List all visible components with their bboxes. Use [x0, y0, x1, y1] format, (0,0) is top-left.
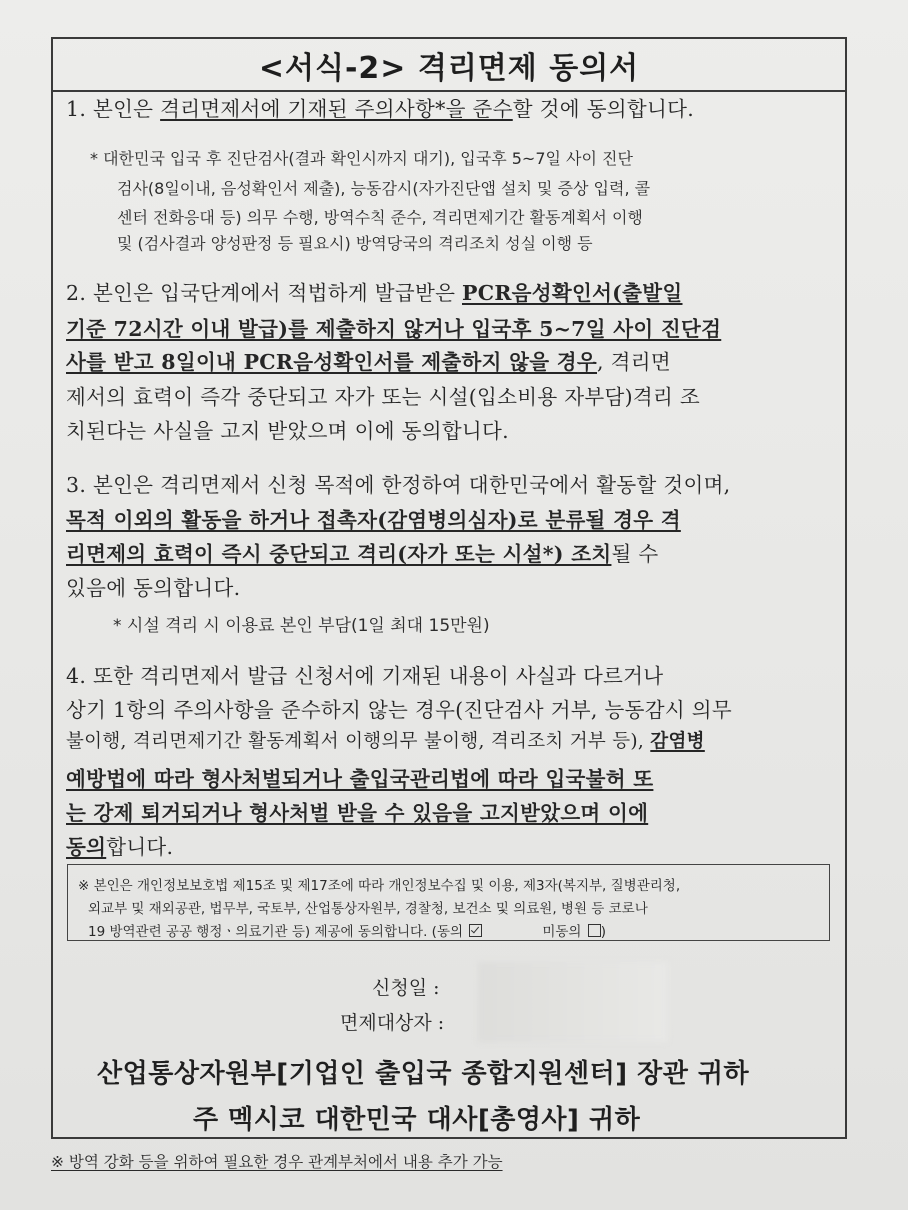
item-2-pcr-underlined: PCR음성확인서(출발일 — [462, 281, 683, 305]
no-consent-checkbox[interactable] — [588, 924, 601, 937]
item-2-line-4: 제서의 효력이 즉각 중단되고 자가 또는 시설(입소비용 자부담)격리 조 — [66, 385, 701, 409]
recipient-line-2: 주 멕시코 대한민국 대사[총영사] 귀하 — [193, 1105, 641, 1135]
item-4-underlined-end: 동의 — [66, 835, 107, 859]
application-date-label: 신청일 : — [372, 977, 440, 999]
item-1-text-end: 할 것에 동의합니다. — [512, 97, 695, 121]
redacted-area — [478, 962, 668, 1042]
item-2-line-2: 기준 72시간 이내 발급)를 제출하지 않거나 입국후 5~7일 사이 진단검 — [66, 317, 722, 341]
item-2-line-5: 치된다는 사실을 고지 받았으며 이에 동의합니다. — [66, 419, 509, 443]
consent-checkbox[interactable] — [469, 924, 482, 937]
exempt-person-label: 면제대상자 : — [340, 1012, 445, 1034]
item-4-text-end: 합니다. — [106, 835, 174, 859]
item-4-line-5: 는 강제 퇴거되거나 형사처벌 받을 수 있음을 고지받았으며 이에 — [66, 801, 649, 825]
item-1-note-line-3: 센터 전화응대 등) 의무 수행, 방역수칙 준수, 격리면제기간 활동계획서 이행 — [117, 208, 643, 227]
item-3-underlined: 리면제의 효력이 즉시 중단되고 격리(자가 또는 시설*) 조치 — [66, 542, 612, 566]
item-2-text-after: , 격리면 — [597, 350, 671, 374]
item-3-note: * 시설 격리 시 이용료 본인 부담(1일 최대 15만원) — [113, 616, 490, 636]
item-4-line-1: 4. 또한 격리면제서 발급 신청서에 기재된 내용이 사실과 다르거나 — [66, 664, 664, 688]
form-title: <서식-2> 격리면제 동의서 — [53, 39, 845, 92]
item-4-line-2: 상기 1항의 주의사항을 준수하지 않는 경우(진단검사 거부, 능동감시 의무 — [66, 698, 732, 722]
privacy-consent-box — [67, 864, 830, 941]
item-3-line-3 — [66, 537, 658, 567]
privacy-line-3-text: 19 방역관련 공공 행정ㆍ의료기관 등) 제공에 동의합니다. (동의 — [88, 924, 464, 940]
item-3-line-2: 목적 이외의 활동을 하거나 접촉자(감염병의심자)로 분류될 경우 격 — [66, 508, 681, 532]
privacy-line-1: ※ 본인은 개인정보보호법 제15조 및 제17조에 따라 개인정보수집 및 이용, 제3자(복지부, 질병관리청, — [78, 878, 681, 894]
item-4-line-6 — [66, 830, 173, 860]
item-4-underlined-start: 감염병 — [650, 731, 705, 752]
recipient-line-1: 산업통상자원부[기업인 출입국 종합지원센터] 장관 귀하 — [97, 1059, 750, 1089]
item-1-text: 1. 본인은 — [66, 97, 161, 121]
item-3-text-after: 될 수 — [611, 542, 659, 566]
privacy-line-2: 외교부 및 재외공관, 법무부, 국토부, 산업통상자원부, 경찰청, 보건소 및 의료원, 병원 등 코로나 — [88, 901, 648, 917]
item-2-text: 2. 본인은 입국단계에서 적법하게 발급받은 — [66, 281, 462, 305]
item-2-line-3 — [66, 345, 671, 375]
footer-note: ※ 방역 강화 등을 위하여 필요한 경우 관계부처에서 내용 추가 가능 — [51, 1153, 503, 1171]
item-1-note-line-4: 및 (검사결과 양성판정 등 필요시) 방역당국의 격리조치 성실 이행 등 — [117, 234, 593, 253]
item-2-underlined-end: 사를 받고 8일이내 PCR음성확인서를 제출하지 않을 경우 — [66, 350, 598, 374]
item-2-line-1 — [66, 276, 683, 306]
item-3-line-4: 있음에 동의합니다. — [66, 576, 241, 600]
item-4-text: 불이행, 격리면제기간 활동계획서 이행의무 불이행, 격리조치 거부 등), — [66, 731, 651, 752]
item-4-line-3 — [66, 727, 705, 753]
item-1-note-line-1: * 대한민국 입국 후 진단검사(결과 확인시까지 대기), 입국후 5~7일 사이 진단 — [90, 149, 633, 168]
item-1-note-line-2: 검사(8일이내, 음성확인서 제출), 능동감시(자가진단앱 설치 및 증상 입력, 콜 — [117, 179, 651, 198]
item-1-line-1 — [66, 92, 694, 122]
privacy-line-3: 19 방역관련 공공 행정ㆍ의료기관 등) 제공에 동의합니다. (동의 미동의 ) — [88, 924, 607, 940]
item-4-line-4: 예방법에 따라 형사처벌되거나 출입국관리법에 따라 입국불허 또 — [66, 767, 654, 791]
item-3-line-1: 3. 본인은 격리면제서 신청 목적에 한정하여 대한민국에서 활동할 것이며, — [66, 473, 731, 497]
no-consent-label: 미동의 — [542, 924, 582, 940]
item-1-underlined: 격리면제서에 기재된 주의사항*을 준수 — [160, 97, 513, 121]
